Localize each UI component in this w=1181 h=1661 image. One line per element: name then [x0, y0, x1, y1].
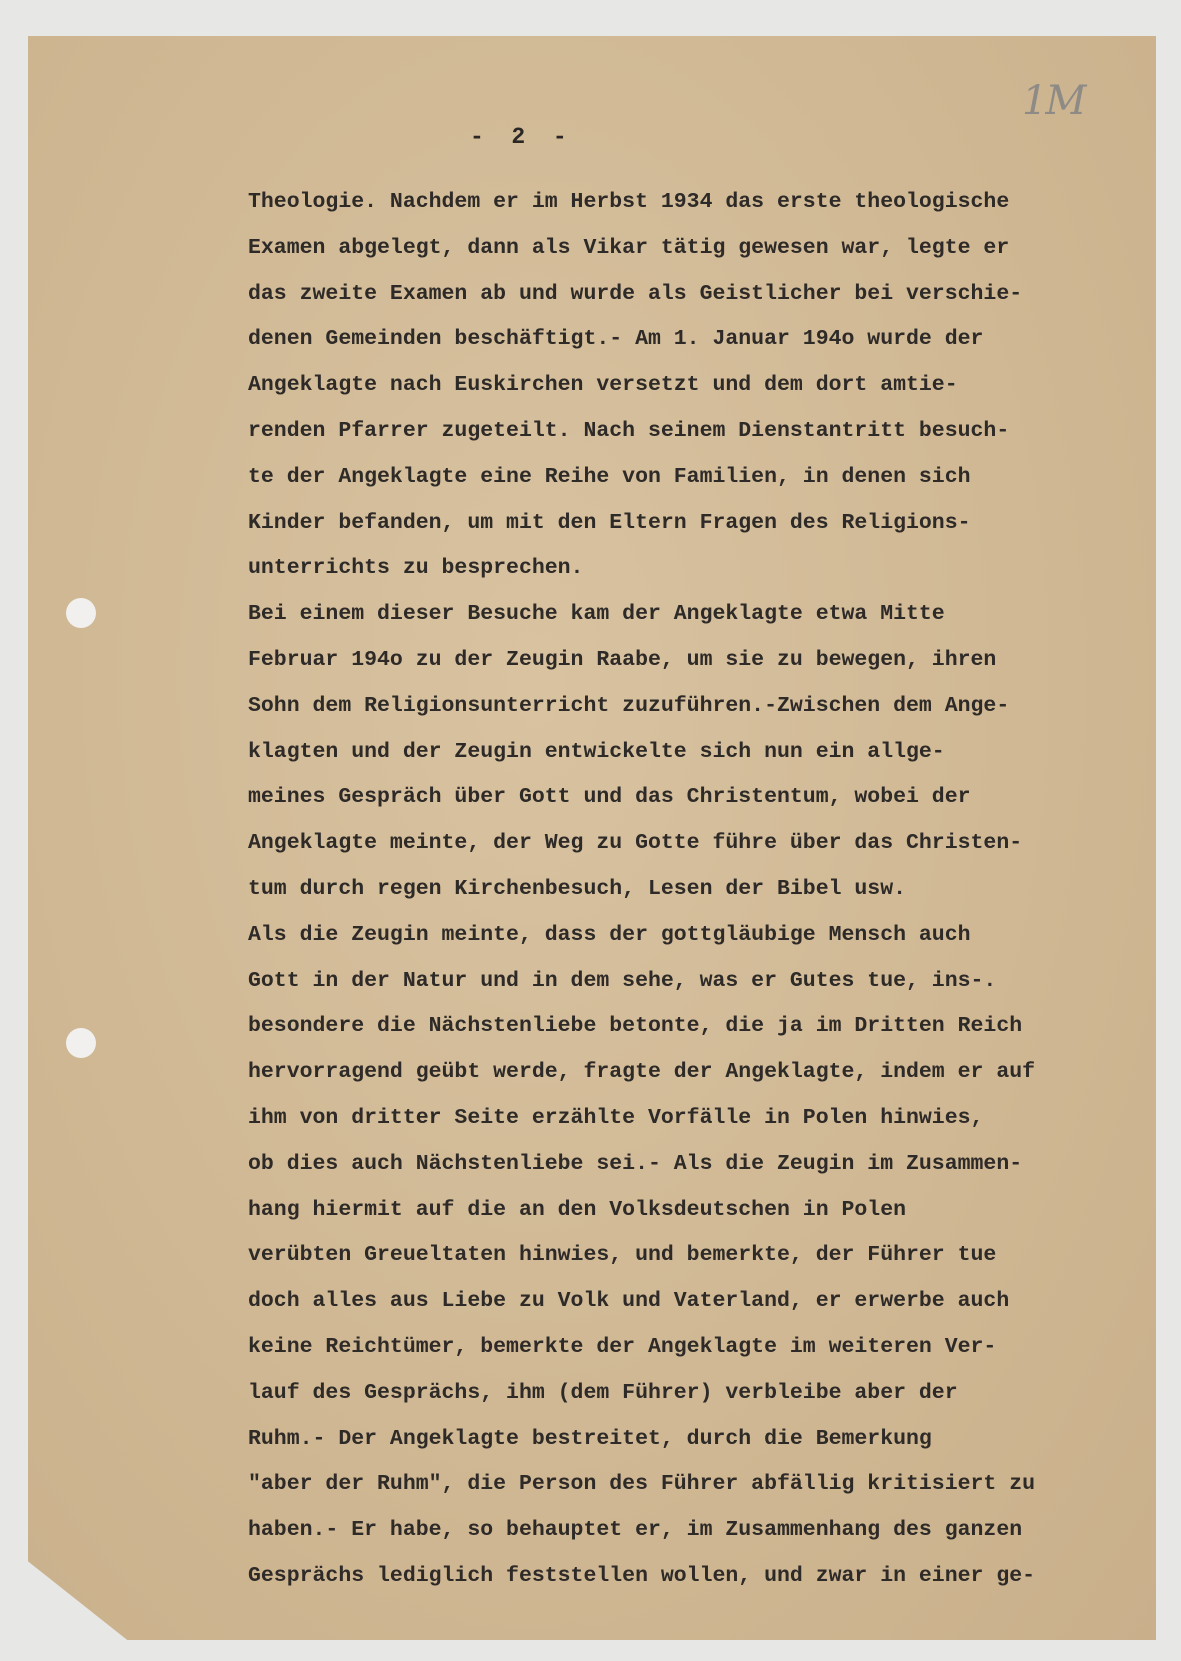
text-line: unterrichts zu besprechen.: [248, 556, 584, 581]
text-line: doch alles aus Liebe zu Volk und Vaterland, er erwerbe auch: [248, 1289, 1010, 1314]
punch-hole-bottom: [66, 1028, 96, 1058]
punch-hole-top: [66, 598, 96, 628]
text-line: lauf des Gesprächs, ihm (dem Führer) verbleibe aber der: [248, 1380, 958, 1405]
text-line: Angeklagte meinte, der Weg zu Gotte führe über das Christen-: [248, 831, 1023, 856]
text-line: Ruhm.- Der Angeklagte bestreitet, durch die Bemerkung: [248, 1426, 932, 1451]
text-line: tum durch regen Kirchenbesuch, Lesen der Bibel usw.: [248, 876, 907, 901]
text-line: Angeklagte nach Euskirchen versetzt und dem dort amtie-: [248, 373, 958, 398]
page-number: - 2 -: [470, 124, 567, 150]
text-line: renden Pfarrer zugeteilt. Nach seinem Dienstantritt besuch-: [248, 418, 1010, 443]
text-line: Examen abgelegt, dann als Vikar tätig gewesen war, legte er: [248, 235, 1010, 260]
text-line: hervorragend geübt werde, fragte der Angeklagte, indem er auf: [248, 1060, 1036, 1085]
text-line: denen Gemeinden beschäftigt.- Am 1. Januar 194o wurde der: [248, 327, 984, 352]
text-line: Theologie. Nachdem er im Herbst 1934 das erste theologische: [248, 190, 1010, 214]
text-line: Kinder befanden, um mit den Eltern Fragen des Religions-: [248, 510, 971, 535]
text-line: ob dies auch Nächstenliebe sei.- Als die Zeugin im Zusammen-: [248, 1151, 1023, 1176]
text-line: keine Reichtümer, bemerkte der Angeklagte im weiteren Ver-: [248, 1334, 997, 1359]
handwritten-folio-number: 1M: [1022, 78, 1085, 124]
text-line: haben.- Er habe, so behauptet er, im Zusammenhang des ganzen: [248, 1518, 1023, 1543]
text-line: Sohn dem Religionsunterricht zuzuführen.-Zwischen dem Ange-: [248, 693, 1010, 718]
text-line: Gott in der Natur und in dem sehe, was er Gutes tue, ins-.: [248, 968, 997, 993]
text-line: Als die Zeugin meinte, dass der gottgläubige Mensch auch: [248, 922, 971, 947]
text-line: meines Gespräch über Gott und das Christentum, wobei der: [248, 785, 971, 810]
text-line: Bei einem dieser Besuche kam der Angeklagte etwa Mitte: [248, 602, 945, 627]
text-line: Gesprächs lediglich feststellen wollen, und zwar in einer ge-: [248, 1563, 1036, 1588]
text-line: "aber der Ruhm", die Person des Führer abfällig kritisiert zu: [248, 1472, 1036, 1497]
text-line: ihm von dritter Seite erzählte Vorfälle in Polen hinwies,: [248, 1105, 984, 1130]
text-line: klagten und der Zeugin entwickelte sich nun ein allge-: [248, 739, 945, 764]
text-line: Februar 194o zu der Zeugin Raabe, um sie zu bewegen, ihren: [248, 647, 997, 672]
text-line: besondere die Nächstenliebe betonte, die ja im Dritten Reich: [248, 1014, 1023, 1039]
text-line: hang hiermit auf die an den Volksdeutschen in Polen: [248, 1197, 907, 1222]
text-line: te der Angeklagte eine Reihe von Familien, in denen sich: [248, 464, 971, 489]
text-line: das zweite Examen ab und wurde als Geistlicher bei verschie-: [248, 281, 1023, 306]
typed-text-body: [248, 180, 1108, 1600]
text-line: verübten Greueltaten hinwies, und bemerkte, der Führer tue: [248, 1243, 997, 1268]
